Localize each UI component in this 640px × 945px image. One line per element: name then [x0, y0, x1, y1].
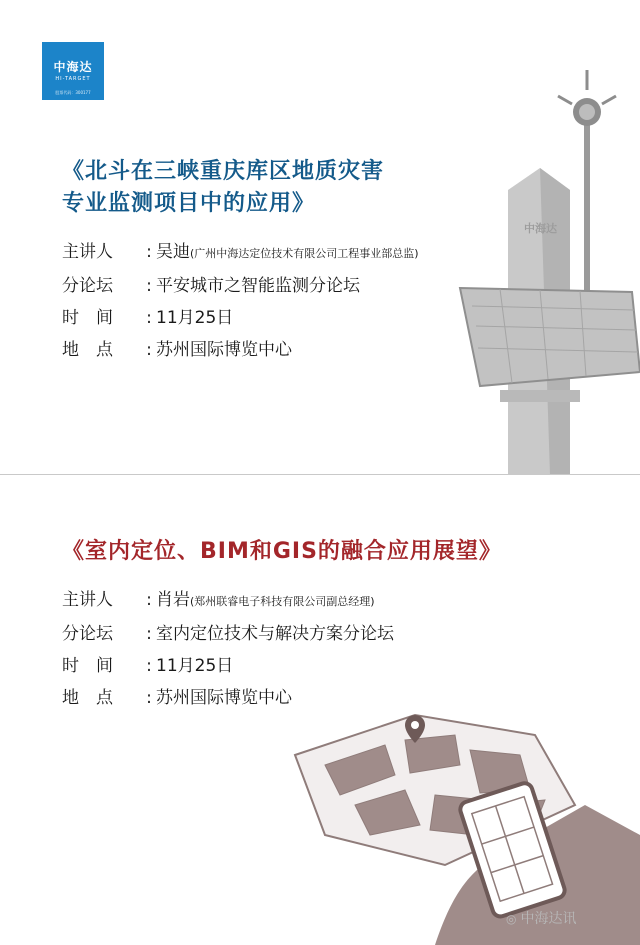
time-value: 11月25日 — [156, 656, 234, 676]
colon: : — [146, 276, 152, 296]
colon: : — [146, 590, 152, 610]
antenna-icon — [558, 70, 616, 126]
session2-title-line: 《室内定位、BIM和GIS的融合应用展望》 — [62, 539, 502, 564]
time-label: 时 间 — [62, 656, 113, 676]
speaker-label: 主讲人 — [62, 242, 113, 262]
session1-speaker-row — [62, 236, 419, 270]
session2-title — [62, 536, 502, 568]
svg-text:中海达: 中海达 — [524, 222, 557, 235]
session1-title-line2: 专业监测项目中的应用》 — [62, 191, 316, 216]
time-label: 时 间 — [62, 308, 113, 328]
session1-time-row — [62, 302, 419, 334]
speaker-note: (郑州联睿电子科技有限公司副总经理) — [190, 595, 375, 608]
session2-forum-row — [62, 618, 394, 650]
session1-details — [62, 236, 419, 366]
colon: : — [146, 242, 152, 262]
place-label: 地 点 — [62, 688, 113, 708]
section-divider — [0, 474, 640, 475]
place-label: 地 点 — [62, 340, 113, 360]
logo-stock-code: 股票代码：300177 — [55, 90, 91, 95]
speaker-name: 肖岩 — [156, 590, 190, 610]
wechat-watermark — [506, 908, 576, 928]
indoor-map-illustration — [285, 695, 640, 945]
place-value: 苏州国际博览中心 — [156, 340, 292, 360]
session1-forum-row — [62, 270, 419, 302]
forum-name: 平安城市之智能监测分论坛 — [156, 276, 360, 296]
session1-place-row — [62, 334, 419, 366]
watermark-text: 中海达讯 — [520, 911, 577, 927]
colon: : — [146, 688, 152, 708]
session1-title — [62, 156, 384, 220]
colon: : — [146, 656, 152, 676]
time-value: 11月25日 — [156, 308, 234, 328]
speaker-name: 吴迪 — [156, 242, 190, 262]
colon: : — [146, 624, 152, 644]
speaker-note: (广州中海达定位技术有限公司工程事业部总监) — [190, 247, 419, 260]
wechat-icon: ◎ — [506, 912, 517, 926]
colon: : — [146, 308, 152, 328]
colon: : — [146, 340, 152, 360]
forum-label: 分论坛 — [62, 276, 113, 296]
company-logo — [42, 42, 104, 100]
logo-brand-text: 中海达 — [53, 60, 93, 74]
logo-sub-text: HI-TARGET — [55, 76, 91, 82]
session1-title-line1: 《北斗在三峡重庆库区地质灾害 — [62, 159, 385, 184]
monitoring-tower-illustration — [420, 60, 640, 475]
place-value: 苏州国际博览中心 — [156, 688, 292, 708]
session2-speaker-row — [62, 584, 394, 618]
forum-name: 室内定位技术与解决方案分论坛 — [156, 624, 394, 644]
speaker-label: 主讲人 — [62, 590, 113, 610]
forum-label: 分论坛 — [62, 624, 113, 644]
session2-time-row — [62, 650, 394, 682]
